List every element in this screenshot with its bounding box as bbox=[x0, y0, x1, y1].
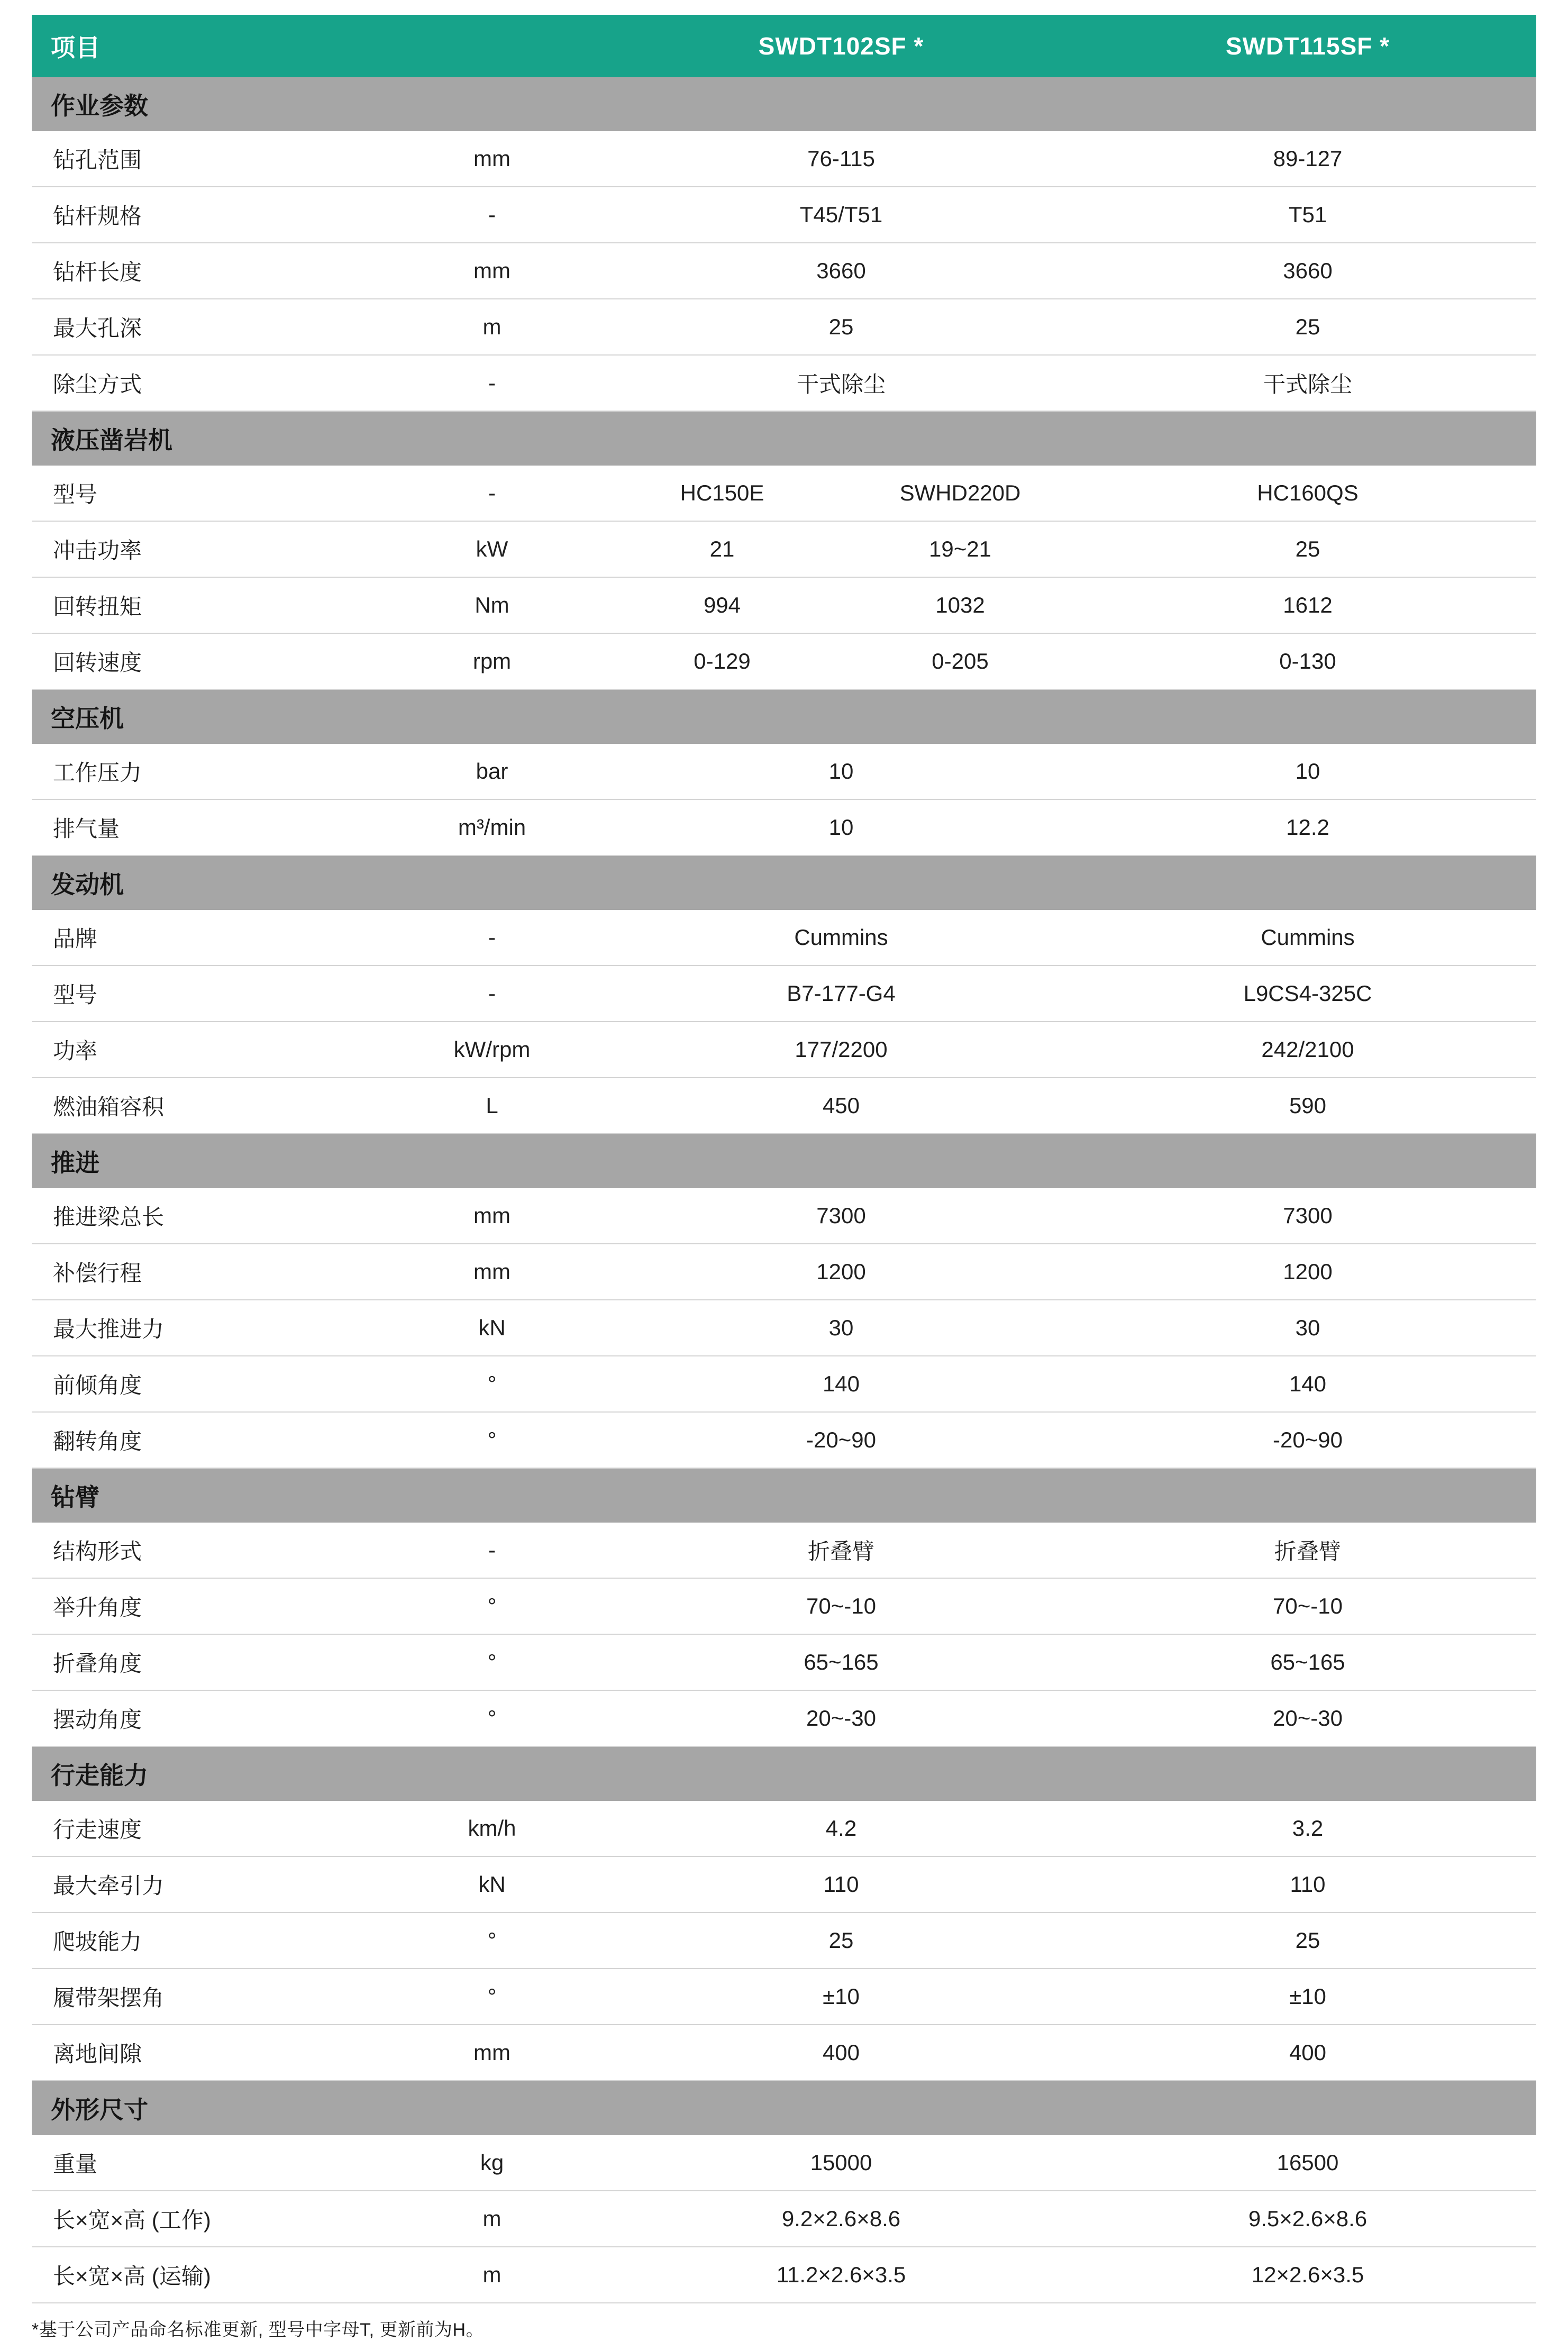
header-item: 项目 bbox=[32, 15, 603, 77]
row-unit: ° bbox=[381, 1634, 603, 1690]
row-value-b: 65~165 bbox=[1079, 1634, 1536, 1690]
row-value-b: 折叠臂 bbox=[1079, 1523, 1536, 1578]
table-row bbox=[32, 1578, 1536, 1634]
row-item: 结构形式 bbox=[32, 1523, 381, 1578]
header-model-b: SWDT115SF * bbox=[1079, 15, 1536, 77]
row-value-b: 16500 bbox=[1079, 2135, 1536, 2191]
row-item: 型号 bbox=[32, 965, 381, 1022]
table-row bbox=[32, 577, 1536, 633]
row-item: 重量 bbox=[32, 2135, 381, 2191]
row-item: 长×宽×高 (运输) bbox=[32, 2247, 381, 2303]
row-value-a bbox=[603, 466, 1079, 521]
row-unit: m³/min bbox=[381, 799, 603, 855]
table-row bbox=[32, 1244, 1536, 1300]
row-value-b: 20~-30 bbox=[1079, 1690, 1536, 1746]
row-unit: - bbox=[381, 1523, 603, 1578]
row-item: 品牌 bbox=[32, 910, 381, 965]
row-unit: kW/rpm bbox=[381, 1022, 603, 1078]
row-value-b: 400 bbox=[1079, 2025, 1536, 2081]
row-item: 燃油箱容积 bbox=[32, 1078, 381, 1134]
row-item: 翻转角度 bbox=[32, 1412, 381, 1468]
row-unit: km/h bbox=[381, 1801, 603, 1856]
table-row bbox=[32, 1856, 1536, 1912]
row-unit: m bbox=[381, 2191, 603, 2247]
row-unit: mm bbox=[381, 1244, 603, 1300]
row-value-b: 0-130 bbox=[1079, 633, 1536, 689]
row-value-b: 30 bbox=[1079, 1300, 1536, 1356]
table-row bbox=[32, 466, 1536, 521]
row-value-b: ±10 bbox=[1079, 1969, 1536, 2025]
row-item: 补偿行程 bbox=[32, 1244, 381, 1300]
row-value-b: 590 bbox=[1079, 1078, 1536, 1134]
row-item: 型号 bbox=[32, 466, 381, 521]
row-item: 举升角度 bbox=[32, 1578, 381, 1634]
row-item: 最大牵引力 bbox=[32, 1856, 381, 1912]
table-row bbox=[32, 1969, 1536, 2025]
row-unit: kW bbox=[381, 521, 603, 577]
row-value-a: 4.2 bbox=[603, 1801, 1079, 1856]
table-row bbox=[32, 799, 1536, 855]
row-value-a bbox=[603, 521, 1079, 577]
row-value-a: 110 bbox=[603, 1856, 1079, 1912]
row-value-a bbox=[603, 577, 1079, 633]
row-value-b: L9CS4-325C bbox=[1079, 965, 1536, 1022]
row-value-a1: 21 bbox=[709, 536, 735, 561]
table-row bbox=[32, 2025, 1536, 2081]
row-item: 功率 bbox=[32, 1022, 381, 1078]
row-item: 除尘方式 bbox=[32, 355, 381, 411]
row-value-a2: SWHD220D bbox=[899, 480, 1021, 505]
row-item: 摆动角度 bbox=[32, 1690, 381, 1746]
table-row bbox=[32, 1300, 1536, 1356]
row-unit: - bbox=[381, 355, 603, 411]
header-row bbox=[32, 15, 1536, 77]
row-item: 回转速度 bbox=[32, 633, 381, 689]
row-value-b: 1200 bbox=[1079, 1244, 1536, 1300]
row-item: 最大推进力 bbox=[32, 1300, 381, 1356]
row-unit: L bbox=[381, 1078, 603, 1134]
table-header bbox=[32, 15, 1536, 77]
row-value-a: 400 bbox=[603, 2025, 1079, 2081]
table-row bbox=[32, 1188, 1536, 1244]
table-row bbox=[32, 1078, 1536, 1134]
row-value-a: 30 bbox=[603, 1300, 1079, 1356]
row-value-a: 10 bbox=[603, 799, 1079, 855]
row-item: 钻杆长度 bbox=[32, 243, 381, 299]
row-value-a2: 1032 bbox=[935, 593, 985, 617]
table-row bbox=[32, 187, 1536, 243]
row-value-a: 177/2200 bbox=[603, 1022, 1079, 1078]
row-value-a: 11.2×2.6×3.5 bbox=[603, 2247, 1079, 2303]
row-unit: ° bbox=[381, 1412, 603, 1468]
section-title: 外形尺寸 bbox=[32, 2081, 1536, 2135]
row-value-b: 25 bbox=[1079, 521, 1536, 577]
table-row bbox=[32, 1690, 1536, 1746]
row-value-b: 12×2.6×3.5 bbox=[1079, 2247, 1536, 2303]
table-row bbox=[32, 1356, 1536, 1412]
row-unit: m bbox=[381, 2247, 603, 2303]
row-unit: - bbox=[381, 965, 603, 1022]
row-unit: ° bbox=[381, 1690, 603, 1746]
row-unit: - bbox=[381, 187, 603, 243]
row-value-a: 140 bbox=[603, 1356, 1079, 1412]
table-row bbox=[32, 299, 1536, 355]
row-value-b: 9.5×2.6×8.6 bbox=[1079, 2191, 1536, 2247]
row-value-a: 10 bbox=[603, 744, 1079, 799]
row-item: 长×宽×高 (工作) bbox=[32, 2191, 381, 2247]
table-row bbox=[32, 2191, 1536, 2247]
row-value-a: 65~165 bbox=[603, 1634, 1079, 1690]
specifications-table bbox=[32, 15, 1536, 2303]
table-row bbox=[32, 2135, 1536, 2191]
row-value-a2: 19~21 bbox=[929, 536, 991, 561]
table-row bbox=[32, 965, 1536, 1022]
table-row bbox=[32, 1634, 1536, 1690]
section-title: 作业参数 bbox=[32, 77, 1536, 131]
row-item: 回转扭矩 bbox=[32, 577, 381, 633]
row-item: 钻杆规格 bbox=[32, 187, 381, 243]
row-item: 离地间隙 bbox=[32, 2025, 381, 2081]
row-unit: mm bbox=[381, 131, 603, 187]
table-row bbox=[32, 1412, 1536, 1468]
row-value-b: 89-127 bbox=[1079, 131, 1536, 187]
row-value-b: 25 bbox=[1079, 299, 1536, 355]
row-value-a: 70~-10 bbox=[603, 1578, 1079, 1634]
row-value-a: 15000 bbox=[603, 2135, 1079, 2191]
table-row bbox=[32, 243, 1536, 299]
section-title: 推进 bbox=[32, 1134, 1536, 1188]
table-row bbox=[32, 1912, 1536, 1969]
row-value-a: 折叠臂 bbox=[603, 1523, 1079, 1578]
row-value-a: 干式除尘 bbox=[603, 355, 1079, 411]
row-unit: ° bbox=[381, 1578, 603, 1634]
row-value-a: 20~-30 bbox=[603, 1690, 1079, 1746]
row-value-b: 140 bbox=[1079, 1356, 1536, 1412]
row-item: 爬坡能力 bbox=[32, 1912, 381, 1969]
row-value-b: 干式除尘 bbox=[1079, 355, 1536, 411]
section-header bbox=[32, 855, 1536, 910]
table-row bbox=[32, 1523, 1536, 1578]
row-value-a: Cummins bbox=[603, 910, 1079, 965]
row-unit: bar bbox=[381, 744, 603, 799]
row-value-b: Cummins bbox=[1079, 910, 1536, 965]
row-value-b: 10 bbox=[1079, 744, 1536, 799]
row-value-a1: 994 bbox=[703, 593, 741, 617]
row-item: 履带架摆角 bbox=[32, 1969, 381, 2025]
row-unit: kN bbox=[381, 1300, 603, 1356]
row-value-a: -20~90 bbox=[603, 1412, 1079, 1468]
table-body bbox=[32, 77, 1536, 2303]
row-value-b: 110 bbox=[1079, 1856, 1536, 1912]
row-value-b: 70~-10 bbox=[1079, 1578, 1536, 1634]
row-unit: mm bbox=[381, 1188, 603, 1244]
row-unit: kN bbox=[381, 1856, 603, 1912]
row-value-b: 1612 bbox=[1079, 577, 1536, 633]
footnote: *基于公司产品命名标准更新, 型号中字母T, 更新前为H。 bbox=[32, 2320, 485, 2340]
row-unit: ° bbox=[381, 1912, 603, 1969]
section-title: 液压凿岩机 bbox=[32, 411, 1536, 466]
row-value-a: 7300 bbox=[603, 1188, 1079, 1244]
row-value-b: T51 bbox=[1079, 187, 1536, 243]
table-row bbox=[32, 1022, 1536, 1078]
row-item: 最大孔深 bbox=[32, 299, 381, 355]
row-value-a bbox=[603, 633, 1079, 689]
row-unit: ° bbox=[381, 1969, 603, 2025]
row-value-a: 9.2×2.6×8.6 bbox=[603, 2191, 1079, 2247]
row-item: 工作压力 bbox=[32, 744, 381, 799]
section-title: 空压机 bbox=[32, 689, 1536, 744]
row-value-a: 3660 bbox=[603, 243, 1079, 299]
row-value-b: 3.2 bbox=[1079, 1801, 1536, 1856]
table-row bbox=[32, 744, 1536, 799]
section-header bbox=[32, 77, 1536, 131]
section-header bbox=[32, 411, 1536, 466]
row-unit: kg bbox=[381, 2135, 603, 2191]
section-header bbox=[32, 1468, 1536, 1523]
row-unit: Nm bbox=[381, 577, 603, 633]
row-value-a: B7-177-G4 bbox=[603, 965, 1079, 1022]
table-row bbox=[32, 910, 1536, 965]
row-value-a1: 0-129 bbox=[694, 649, 751, 673]
row-value-a: 1200 bbox=[603, 1244, 1079, 1300]
row-value-a1: HC150E bbox=[680, 480, 764, 505]
row-item: 推进梁总长 bbox=[32, 1188, 381, 1244]
row-item: 钻孔范围 bbox=[32, 131, 381, 187]
row-value-b: 25 bbox=[1079, 1912, 1536, 1969]
row-value-a: 25 bbox=[603, 299, 1079, 355]
row-unit: ° bbox=[381, 1356, 603, 1412]
row-unit: rpm bbox=[381, 633, 603, 689]
row-value-b: 242/2100 bbox=[1079, 1022, 1536, 1078]
row-value-a: ±10 bbox=[603, 1969, 1079, 2025]
section-header bbox=[32, 1134, 1536, 1188]
section-title: 发动机 bbox=[32, 855, 1536, 910]
section-header bbox=[32, 689, 1536, 744]
table-row bbox=[32, 1801, 1536, 1856]
row-value-a: 25 bbox=[603, 1912, 1079, 1969]
section-title: 行走能力 bbox=[32, 1746, 1536, 1801]
row-item: 行走速度 bbox=[32, 1801, 381, 1856]
row-item: 冲击功率 bbox=[32, 521, 381, 577]
table-row bbox=[32, 2247, 1536, 2303]
row-item: 排气量 bbox=[32, 799, 381, 855]
row-unit: - bbox=[381, 910, 603, 965]
row-value-b: -20~90 bbox=[1079, 1412, 1536, 1468]
row-unit: m bbox=[381, 299, 603, 355]
row-unit: mm bbox=[381, 243, 603, 299]
table-row bbox=[32, 131, 1536, 187]
table-row bbox=[32, 633, 1536, 689]
row-value-a: 450 bbox=[603, 1078, 1079, 1134]
table-row bbox=[32, 355, 1536, 411]
section-header bbox=[32, 1746, 1536, 1801]
row-value-b: 3660 bbox=[1079, 243, 1536, 299]
table-row bbox=[32, 521, 1536, 577]
row-value-a: T45/T51 bbox=[603, 187, 1079, 243]
row-value-a2: 0-205 bbox=[932, 649, 989, 673]
row-unit: - bbox=[381, 466, 603, 521]
section-title: 钻臂 bbox=[32, 1468, 1536, 1523]
row-value-b: HC160QS bbox=[1079, 466, 1536, 521]
row-item: 前倾角度 bbox=[32, 1356, 381, 1412]
row-value-b: 7300 bbox=[1079, 1188, 1536, 1244]
header-model-a: SWDT102SF * bbox=[603, 15, 1079, 77]
row-value-a: 76-115 bbox=[603, 131, 1079, 187]
row-unit: mm bbox=[381, 2025, 603, 2081]
row-value-b: 12.2 bbox=[1079, 799, 1536, 855]
row-item: 折叠角度 bbox=[32, 1634, 381, 1690]
